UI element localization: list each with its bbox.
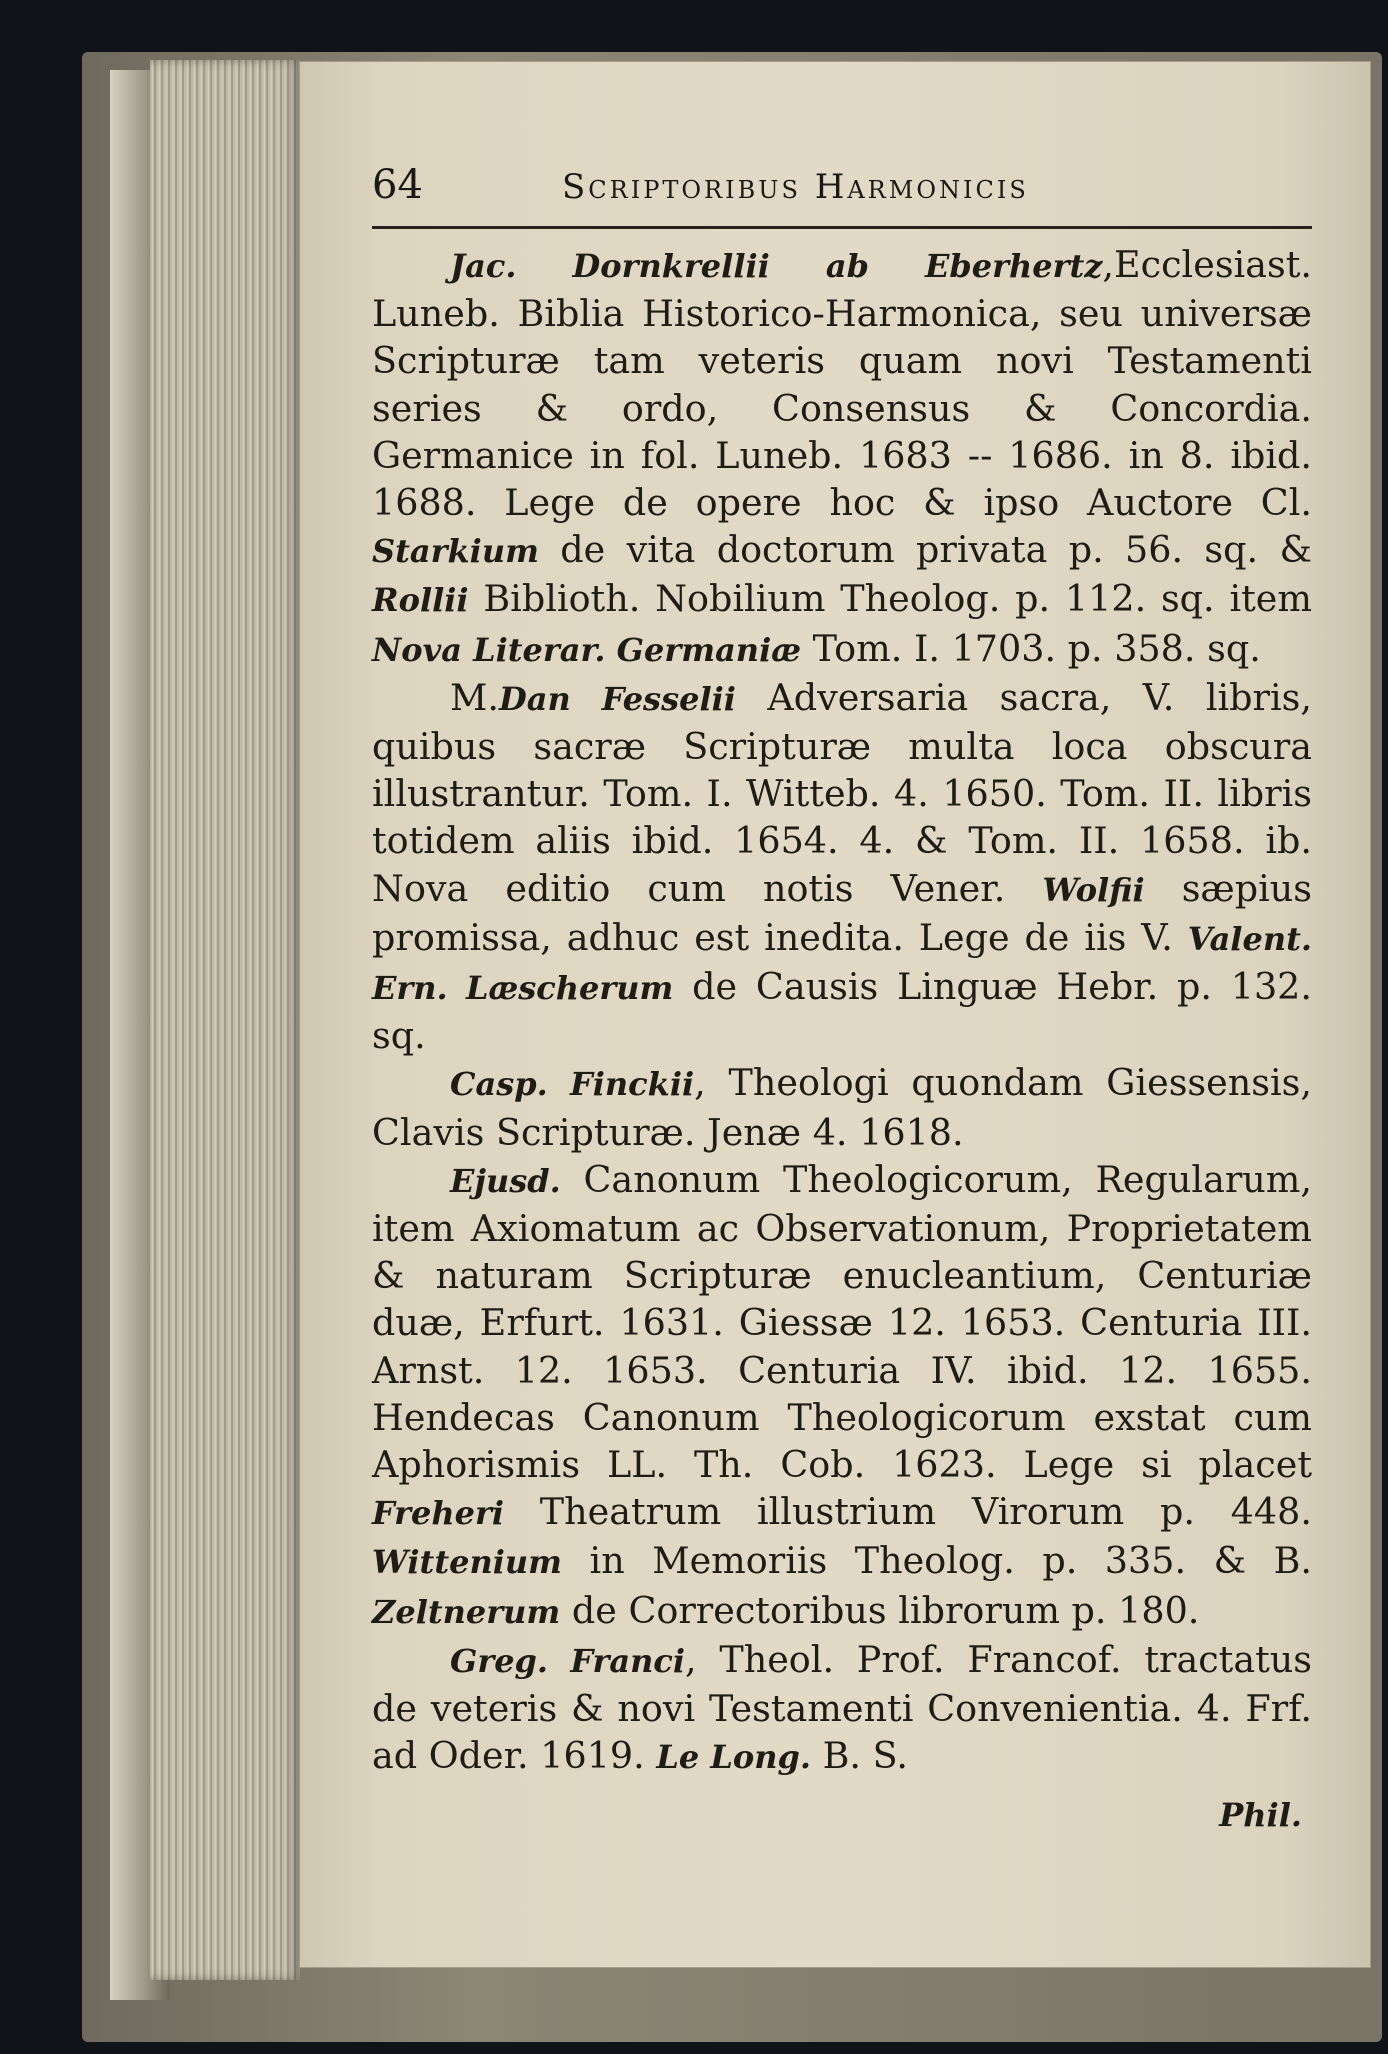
running-head: Scriptoribus Harmonicis — [562, 167, 1029, 207]
entry-text: de vita doctorum privata p. 56. sq. & — [560, 528, 1312, 572]
entry-ejusdem — [372, 1156, 1312, 1636]
cited-author: Starkium — [372, 532, 539, 571]
cited-author: Zeltnerum — [372, 1592, 561, 1631]
entry-text: in Memoriis Theolog. p. 335. & B. — [589, 1539, 1313, 1583]
cited-author: Freheri — [372, 1494, 505, 1533]
author-prefix: M. — [450, 675, 499, 719]
entry-text: , Theologi quondam Giessensis, Clavis Scripturæ. Jenæ 4. 1618. — [372, 1061, 1313, 1154]
author-name: Dan Fesselii — [498, 679, 736, 718]
entry-finck — [372, 1059, 1312, 1155]
author-name: Casp. Finckii — [450, 1065, 695, 1104]
cited-author: Wolfii — [1042, 870, 1145, 909]
cited-author: Rollii — [372, 581, 469, 620]
cited-author: Valent. Ern. Læscherum — [372, 919, 1312, 1008]
entry-text: B. S. — [822, 1734, 908, 1778]
page-content — [372, 162, 1312, 1834]
entry-franci — [372, 1636, 1312, 1782]
page-header — [372, 162, 1312, 229]
entry-text: Tom. I. 1703. p. 358. sq. — [812, 626, 1261, 670]
entry-fessel — [372, 674, 1312, 1060]
entry-text: Adversaria sacra, V. libris, quibus sacræ Scripturæ multa loca obscura illustrantur. Tom. I. Witteb. 4. 1650. Tom. II. libris totidem aliis ibid. 1654. 4. & Tom. II. 1658. ib. Nova editio cum notis Vener. — [372, 675, 1312, 910]
author-name: Greg. Franci — [450, 1641, 685, 1680]
author-name: Jac. Dornkrellii ab Eberhertz — [450, 247, 1103, 285]
entry-text: de Correctoribus librorum p. 180. — [571, 1588, 1200, 1632]
catchword: Phil. — [1219, 1795, 1302, 1834]
entry-text: sæpius promissa, adhuc est inedita. Lege de iis V. — [372, 866, 1313, 959]
cited-author: Wittenium — [372, 1543, 562, 1582]
entry-text: de Causis Linguæ Hebr. p. 132. sq. — [372, 965, 1313, 1058]
book-page — [300, 62, 1370, 1967]
entry-text: Canonum Theologicorum, Regularum, item Axiomatum ac Observationum, Proprietatem & naturam Scripturæ enucleantium, Centuriæ duæ, Erfurt. 1631. Giessæ 12. 1653. Centuria III. Arnst. 12. 1653. Centuria IV. ibid. 12. 1655. Hendecas Canonum Theologicorum exstat cum Aphorismis LL. Th. Cob. 1623. Lege si placet — [372, 1157, 1313, 1487]
entry-dornkrell — [372, 241, 1312, 674]
page-edges — [150, 60, 300, 1980]
entry-text: Theatrum illustrium Virorum p. 448. — [539, 1490, 1312, 1534]
entry-text: ,Ecclesiast. Luneb. Biblia Historico-Harmonica, seu universæ Scripturæ tam veteris quam novi Testamenti series & ordo, Consensus & Concordia. Germanice in fol. Luneb. 1683 -- 1686. in 8. ibid. 1688. Lege de opere hoc & ipso Auctore Cl. — [372, 243, 1312, 525]
cited-work: Nova Literar. Germaniæ — [372, 630, 802, 669]
entry-text: Biblioth. Nobilium Theolog. p. 112. sq. item — [483, 577, 1312, 621]
entry-text: , Theol. Prof. Francof. tractatus de veteris & novi Testamenti Convenientia. 4. Frf. ad Oder. 1619. — [372, 1637, 1312, 1778]
page-number: 64 — [372, 162, 423, 208]
author-name: Ejusd. — [450, 1161, 561, 1200]
cited-author: Le Long. — [656, 1738, 811, 1777]
